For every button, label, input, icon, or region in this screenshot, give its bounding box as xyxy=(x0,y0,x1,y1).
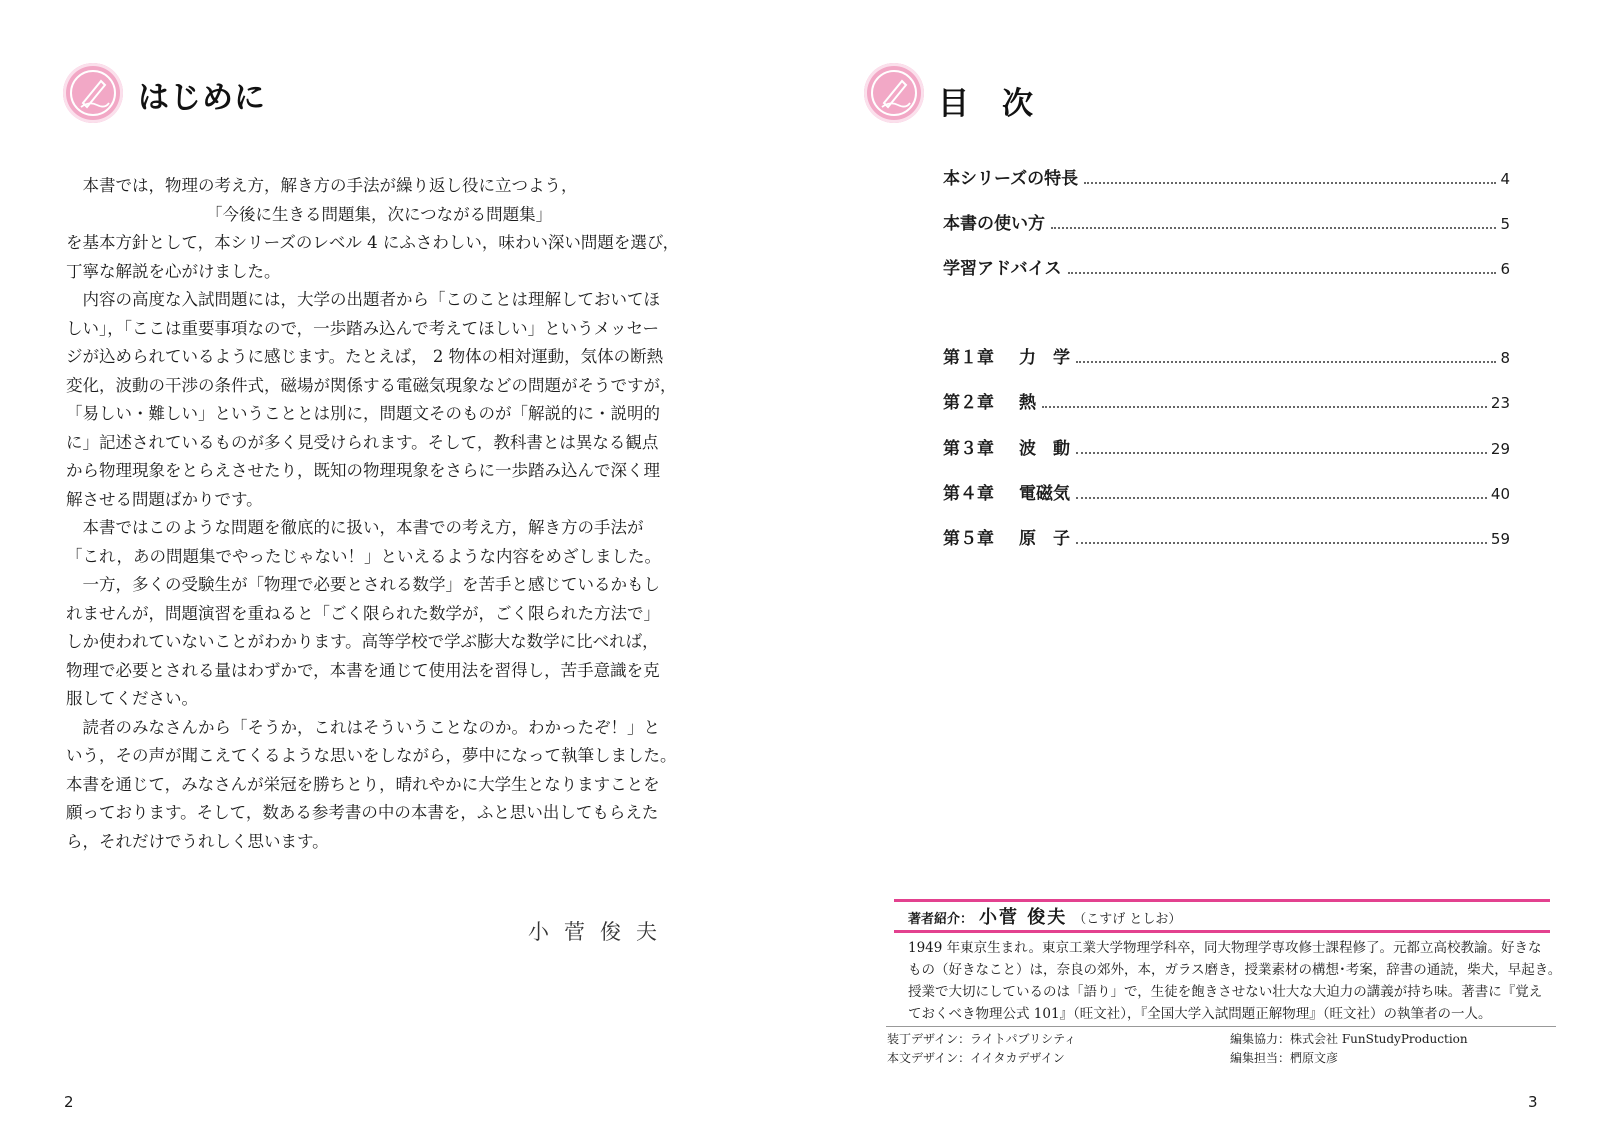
toc-item-chapter-4[interactable] xyxy=(943,479,1510,509)
toc-chapter-label xyxy=(943,524,1070,549)
pen-writing-icon xyxy=(864,63,924,123)
toc-item-page: 29 xyxy=(1490,440,1510,458)
toc-item-page: 4 xyxy=(1500,170,1510,188)
toc-chapter-number: 第２章 xyxy=(943,393,994,413)
toc-item-page: 8 xyxy=(1500,349,1510,367)
toc-item-study-advice[interactable] xyxy=(943,254,1510,284)
toc-heading: 目 次 xyxy=(938,86,1034,122)
preface-line: 願っております。そして，数ある参考書の中の本書を，ふと思い出してもらえた xyxy=(66,803,659,822)
author-header xyxy=(908,903,1181,929)
author-name: 小菅 俊夫 xyxy=(979,907,1068,928)
toc-chapter-label xyxy=(943,479,1070,504)
toc-item-page: 6 xyxy=(1500,260,1510,278)
preface-line: 「今後に生きる問題集，次につながる問題集」 xyxy=(206,204,553,224)
preface-line: 本書ではこのような問題を徹底的に扱い，本書での考え方，解き方の手法が xyxy=(66,518,644,537)
toc-leader-dots xyxy=(1084,181,1496,184)
preface-line: 服してください。 xyxy=(66,689,198,708)
toc-leader-dots xyxy=(1068,271,1497,274)
preface-heading: はじめに xyxy=(138,80,266,116)
toc-chapter-number: 第３章 xyxy=(943,439,994,459)
author-name-reading: （こすげ としお） xyxy=(1073,912,1182,927)
credit-editorial-cooperation: 編集協力：株式会社 FunStudyProduction xyxy=(1230,1032,1468,1046)
toc-chapter-title: 力 学 xyxy=(1019,348,1070,368)
preface-line: れませんが，問題演習を重ねると「ごく限られた数学が，ごく限られた方法で」 xyxy=(66,603,660,623)
toc-chapter-label xyxy=(943,388,1036,413)
preface-line: 変化，波動の干渉の条件式，磁場が関係する電磁気現象などの問題がそうですが， xyxy=(66,375,677,395)
toc-item-page: 23 xyxy=(1490,394,1510,412)
toc-item-features[interactable] xyxy=(943,164,1510,194)
toc-item-label: 本書の使い方 xyxy=(943,214,1045,234)
preface-body xyxy=(66,172,716,856)
author-bio-line: もの（好きなこと）は，奈良の郊外，本，ガラス磨き，授業素材の構想･考案，辞書の通読，柴犬，早起き。 xyxy=(908,962,1562,978)
toc-leader-dots xyxy=(1076,360,1496,363)
author-profile-label: 著者紹介： xyxy=(908,912,974,927)
toc-chapter-title: 波 動 xyxy=(1019,439,1070,459)
toc-item-page: 59 xyxy=(1490,530,1510,548)
toc-item-how-to-use[interactable] xyxy=(943,209,1510,239)
preface-line: 一方，多くの受験生が「物理で必要とされる数学」を苦手と感じているかもし xyxy=(66,575,660,594)
author-signature: 小菅俊夫 xyxy=(528,920,672,944)
preface-line: 解させる問題ばかりです。 xyxy=(66,489,263,509)
preface-line: 本書では，物理の考え方，解き方の手法が繰り返し役に立つよう， xyxy=(66,176,578,195)
preface-line: ら，それだけでうれしく思います。 xyxy=(66,831,329,851)
right-page xyxy=(800,0,1600,1135)
author-bio-line: 1949 年東京生まれ。東京工業大学物理学科卒，同大物理学専攻修士課程修了。元都立高校教諭。好きな xyxy=(908,940,1542,956)
preface-line: から物理現象をとらえさせたり，既知の物理現象をさらに一歩踏み込んで深く理 xyxy=(66,461,660,480)
toc-item-chapter-3[interactable] xyxy=(943,434,1510,464)
toc-item-label: 学習アドバイス xyxy=(943,259,1062,279)
credit-editor: 編集担当：椚原文彦 xyxy=(1230,1051,1339,1065)
preface-line: しい」，「ここは重要事項なので，一歩踏み込んで考えてほしい」というメッセー xyxy=(66,318,660,338)
toc-chapter-number: 第４章 xyxy=(943,484,994,504)
preface-line: 内容の高度な入試問題には，大学の出題者から「このことは理解しておいてほ xyxy=(66,290,660,309)
preface-line: 「これ，あの問題集でやったじゃない！」といえるような内容をめざしました。 xyxy=(66,546,661,566)
preface-line: に」記述されているものが多く見受けられます。そして，教科書とは異なる観点 xyxy=(66,432,659,452)
toc-leader-dots xyxy=(1076,496,1487,499)
credits-divider xyxy=(886,1026,1556,1027)
author-bio xyxy=(908,937,1562,1025)
toc-leader-dots xyxy=(1051,226,1496,229)
toc-leader-dots xyxy=(1042,405,1487,408)
author-box-divider xyxy=(894,930,1550,933)
toc-chapter-title: 原 子 xyxy=(1019,529,1070,549)
toc-chapter-label xyxy=(943,434,1070,459)
page-number-left: 2 xyxy=(64,1093,74,1111)
author-box-top-rule xyxy=(894,899,1550,902)
preface-line: 物理で必要とされる量はわずかで，本書を通じて使用法を習得し，苦手意識を克 xyxy=(66,660,660,680)
toc-item-page: 40 xyxy=(1490,485,1510,503)
preface-line: ジが込められているように感じます。たとえば， 2 物体の相対運動，気体の断熱 xyxy=(66,347,664,366)
preface-line: 読者のみなさんから「そうか，これはそういうことなのか。わかったぞ！」と xyxy=(66,717,660,737)
preface-line: しか使われていないことがわかります。高等学校で学ぶ膨大な数学に比べれば， xyxy=(66,632,659,651)
page-number-right: 3 xyxy=(1528,1093,1538,1111)
preface-line: 本書を通じて，みなさんが栄冠を勝ちとり，晴れやかに大学生となりますことを xyxy=(66,774,660,794)
toc-item-page: 5 xyxy=(1500,215,1510,233)
toc-chapter-title: 熱 xyxy=(1019,393,1036,413)
author-bio-line: ておくべき物理公式 101』（旺文社），『全国大学入試問題正解物理』（旺文社）の執筆者の一人。 xyxy=(908,1006,1492,1022)
toc-chapter-number: 第１章 xyxy=(943,348,994,368)
toc-chapter-label xyxy=(943,343,1070,368)
toc-chapter-title: 電磁気 xyxy=(1019,484,1070,504)
toc-chapter-number: 第５章 xyxy=(943,529,994,549)
preface-line: を基本方針として，本シリーズのレベル 4 にふさわしい，味わい深い問題を選び， xyxy=(66,233,680,252)
preface-line: いう，その声が聞こえてくるような思いをしながら，夢中になって執筆しました。 xyxy=(66,746,677,765)
preface-line: 丁寧な解説を心がけました。 xyxy=(66,261,281,281)
toc-item-chapter-2[interactable] xyxy=(943,388,1510,418)
preface-line: 「易しい・難しい」ということとは別に，問題文そのものが「解説的に・説明的 xyxy=(66,404,660,423)
credit-cover-design: 装丁デザイン：ライトパブリシティ xyxy=(887,1032,1077,1046)
toc-item-label: 本シリーズの特長 xyxy=(943,169,1079,189)
credit-text-design: 本文デザイン：イイタカデザイン xyxy=(887,1051,1065,1065)
toc-leader-dots xyxy=(1076,451,1487,454)
pen-writing-icon xyxy=(63,63,123,123)
author-bio-line: 授業で大切にしているのは「語り」で，生徒を飽きさせない壮大な大迫力の講義が持ち味。著書に『覚え xyxy=(908,984,1543,1000)
toc-item-chapter-1[interactable] xyxy=(943,343,1510,373)
toc-item-chapter-5[interactable] xyxy=(943,524,1510,554)
toc-leader-dots xyxy=(1076,541,1487,544)
